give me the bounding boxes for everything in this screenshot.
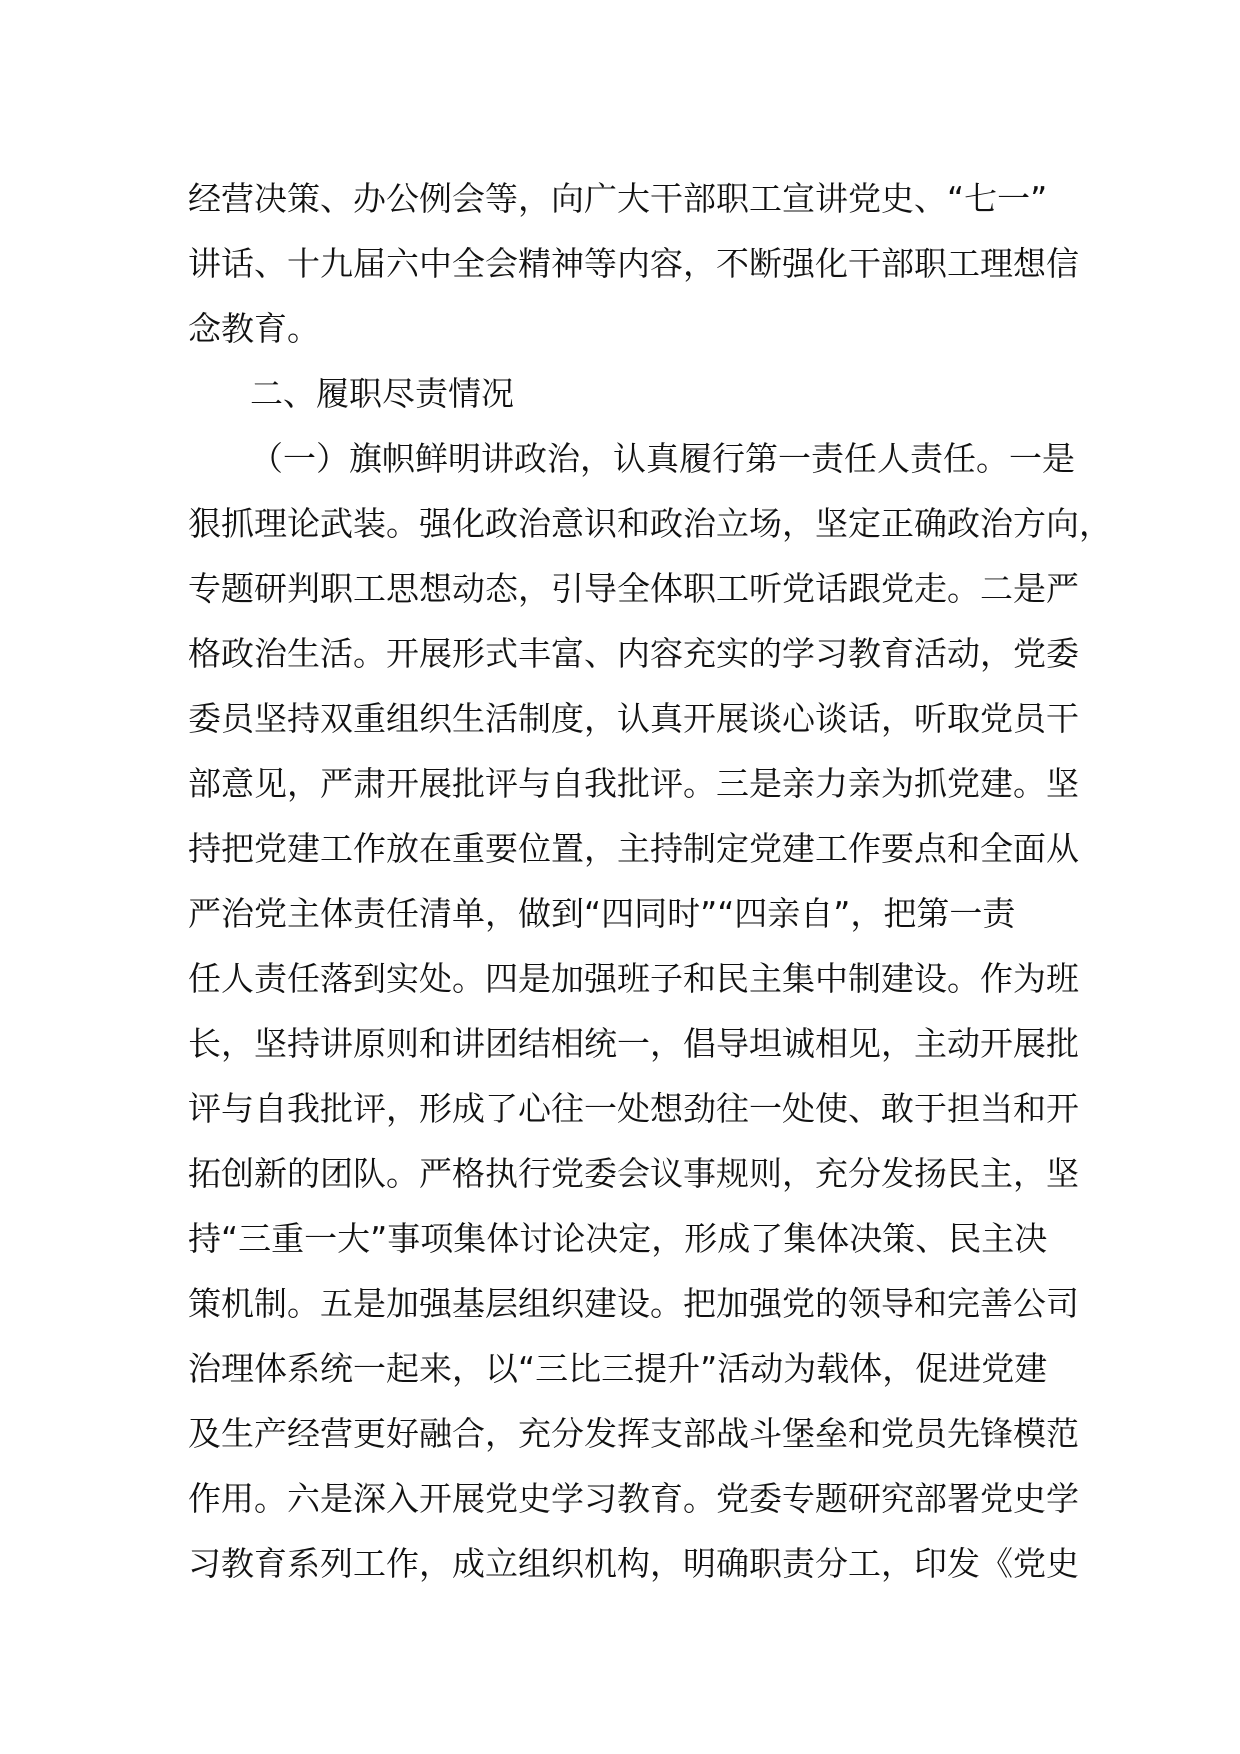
text-line: 长，坚持讲原则和讲团结相统一，倡导坦诚相见，主动开展批 bbox=[188, 1024, 1079, 1063]
text-line: 经营决策、办公例会等，向广大干部职工宣讲党史、“七一” bbox=[188, 179, 1048, 218]
text-line: 讲话、十九届六中全会精神等内容，不断强化干部职工理想信 bbox=[188, 244, 1079, 283]
text-line: 持“三重一大”事项集体讨论决定，形成了集体决策、民主决 bbox=[188, 1219, 1048, 1258]
text-line: 拓创新的团队。严格执行党委会议事规则，充分发扬民主，坚 bbox=[188, 1154, 1079, 1193]
text-line: 任人责任落到实处。四是加强班子和民主集中制建设。作为班 bbox=[188, 959, 1079, 998]
text-line: 严治党主体责任清单，做到“四同时”“四亲自”，把第一责 bbox=[188, 894, 1016, 933]
subsection-heading-line: （一）旗帜鲜明讲政治，认真履行第一责任人责任。一是 bbox=[250, 439, 1075, 478]
text-line: 策机制。五是加强基层组织建设。把加强党的领导和完善公司 bbox=[188, 1284, 1079, 1323]
text-line: 习教育系列工作，成立组织机构，明确职责分工，印发《党史 bbox=[188, 1544, 1079, 1583]
text-line: 持把党建工作放在重要位置，主持制定党建工作要点和全面从 bbox=[188, 829, 1079, 868]
text-line: 格政治生活。开展形式丰富、内容充实的学习教育活动，党委 bbox=[188, 634, 1079, 673]
text-line: 部意见，严肃开展批评与自我批评。三是亲力亲为抓党建。坚 bbox=[188, 764, 1079, 803]
document-body bbox=[188, 166, 1112, 1596]
text-line: 专题研判职工思想动态，引导全体职工听党话跟党走。二是严 bbox=[188, 569, 1079, 608]
text-line: 及生产经营更好融合，充分发挥支部战斗堡垒和党员先锋模范 bbox=[188, 1414, 1079, 1453]
text-line: 评与自我批评，形成了心往一处想劲往一处使、敢于担当和开 bbox=[188, 1089, 1079, 1128]
text-line: 作用。六是深入开展党史学习教育。党委专题研究部署党史学 bbox=[188, 1479, 1079, 1518]
text-line: 狠抓理论武装。强化政治意识和政治立场，坚定正确政治方向， bbox=[188, 504, 1112, 543]
text-line: 念教育。 bbox=[188, 309, 320, 348]
text-line: 治理体系统一起来，以“三比三提升”活动为载体，促进党建 bbox=[188, 1349, 1048, 1388]
text-line: 委员坚持双重组织生活制度，认真开展谈心谈话，听取党员干 bbox=[188, 699, 1079, 738]
section-heading: 二、履职尽责情况 bbox=[250, 374, 514, 413]
